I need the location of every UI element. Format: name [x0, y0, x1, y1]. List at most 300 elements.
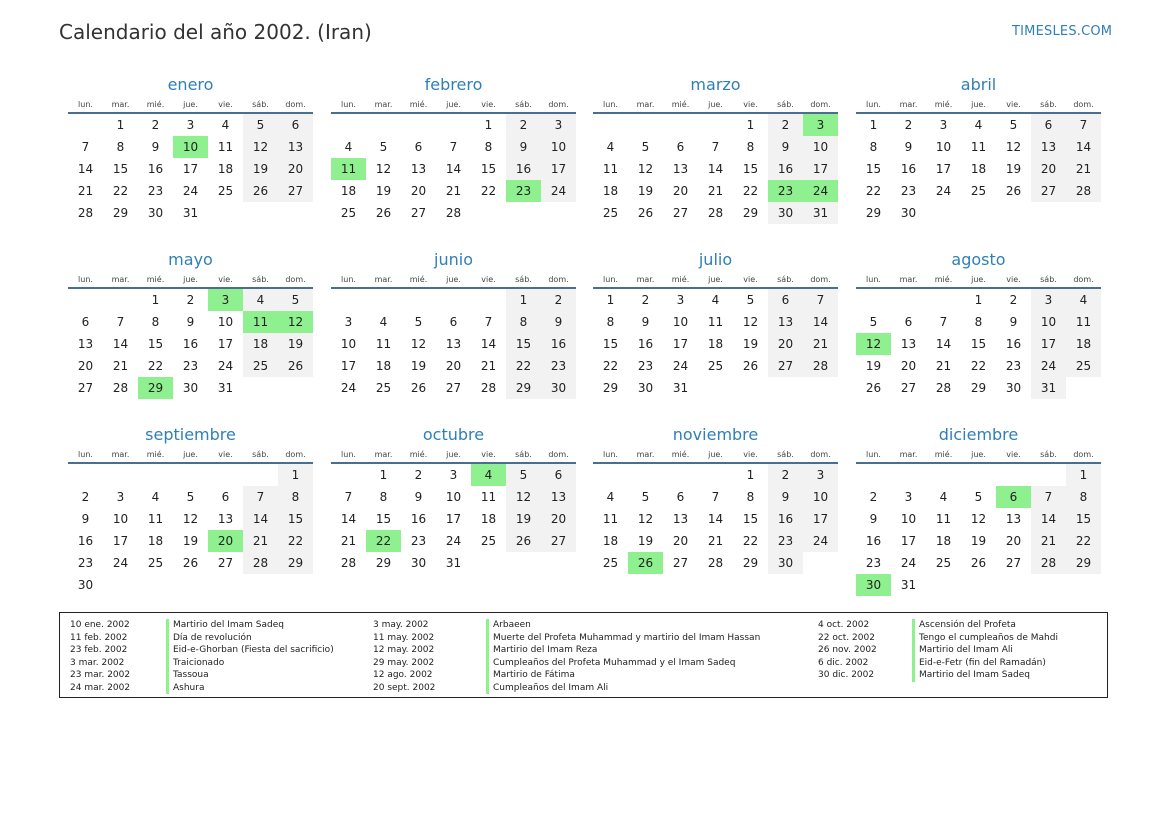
day-cell[interactable]: 14 [707, 512, 724, 526]
day-cell[interactable]: 3 [186, 118, 195, 132]
day-cell[interactable]: 15 [865, 162, 882, 176]
day-cell[interactable]: 20 [410, 184, 427, 198]
holiday-day-cell[interactable]: 6 [996, 486, 1031, 508]
day-cell[interactable]: 2 [641, 293, 650, 307]
day-cell[interactable]: 6 [904, 315, 913, 329]
day-cell[interactable]: 23 [1005, 359, 1022, 373]
day-cell[interactable]: 11 [480, 490, 497, 504]
day-cell[interactable]: 3 [676, 293, 685, 307]
day-cell[interactable]: 4 [344, 140, 353, 154]
day-cell[interactable]: 8 [506, 311, 541, 333]
day-cell[interactable]: 14 [340, 512, 357, 526]
day-cell[interactable]: 20 [278, 158, 313, 180]
holiday-day-cell[interactable]: 4 [471, 464, 506, 486]
day-cell[interactable]: 24 [900, 556, 917, 570]
day-cell[interactable]: 26 [410, 381, 427, 395]
day-cell[interactable]: 19 [506, 508, 541, 530]
holiday-day-cell[interactable]: 12 [278, 311, 313, 333]
day-cell[interactable]: 18 [602, 184, 619, 198]
day-cell[interactable]: 21 [112, 359, 129, 373]
day-cell[interactable]: 17 [672, 337, 689, 351]
day-cell[interactable]: 10 [935, 140, 952, 154]
holiday-day-cell[interactable]: 22 [366, 530, 401, 552]
day-cell[interactable]: 27 [541, 530, 576, 552]
holiday-day-cell[interactable]: 20 [208, 530, 243, 552]
day-cell[interactable]: 28 [112, 381, 129, 395]
day-cell[interactable]: 24 [1031, 355, 1066, 377]
day-cell[interactable]: 6 [768, 289, 803, 311]
day-cell[interactable]: 1 [869, 118, 878, 132]
day-cell[interactable]: 18 [935, 534, 952, 548]
day-cell[interactable]: 16 [410, 512, 427, 526]
day-cell[interactable]: 6 [676, 140, 685, 154]
day-cell[interactable]: 15 [742, 512, 759, 526]
day-cell[interactable]: 4 [379, 315, 388, 329]
day-cell[interactable]: 27 [768, 355, 803, 377]
day-cell[interactable]: 5 [869, 315, 878, 329]
day-cell[interactable]: 18 [707, 337, 724, 351]
day-cell[interactable]: 23 [768, 530, 803, 552]
day-cell[interactable]: 30 [410, 556, 427, 570]
day-cell[interactable]: 22 [147, 359, 164, 373]
day-cell[interactable]: 25 [147, 556, 164, 570]
day-cell[interactable]: 31 [445, 556, 462, 570]
day-cell[interactable]: 16 [637, 337, 654, 351]
day-cell[interactable]: 25 [602, 556, 619, 570]
day-cell[interactable]: 22 [602, 359, 619, 373]
day-cell[interactable]: 9 [541, 311, 576, 333]
day-cell[interactable]: 14 [707, 162, 724, 176]
day-cell[interactable]: 16 [182, 337, 199, 351]
day-cell[interactable]: 25 [243, 355, 278, 377]
day-cell[interactable]: 15 [1066, 508, 1101, 530]
day-cell[interactable]: 8 [974, 315, 983, 329]
day-cell[interactable]: 6 [449, 315, 458, 329]
day-cell[interactable]: 1 [278, 464, 313, 486]
day-cell[interactable]: 18 [602, 534, 619, 548]
day-cell[interactable]: 10 [803, 486, 838, 508]
day-cell[interactable]: 6 [221, 490, 230, 504]
day-cell[interactable]: 7 [1031, 486, 1066, 508]
day-cell[interactable]: 23 [637, 359, 654, 373]
day-cell[interactable]: 9 [186, 315, 195, 329]
day-cell[interactable]: 15 [375, 512, 392, 526]
day-cell[interactable]: 30 [541, 377, 576, 399]
day-cell[interactable]: 22 [742, 534, 759, 548]
day-cell[interactable]: 16 [865, 534, 882, 548]
day-cell[interactable]: 19 [637, 184, 654, 198]
day-cell[interactable]: 9 [641, 315, 650, 329]
day-cell[interactable]: 2 [541, 289, 576, 311]
day-cell[interactable]: 21 [803, 333, 838, 355]
day-cell[interactable]: 11 [602, 162, 619, 176]
day-cell[interactable]: 21 [935, 359, 952, 373]
day-cell[interactable]: 3 [939, 118, 948, 132]
day-cell[interactable]: 10 [1031, 311, 1066, 333]
day-cell[interactable]: 9 [414, 490, 423, 504]
day-cell[interactable]: 16 [506, 158, 541, 180]
day-cell[interactable]: 7 [939, 315, 948, 329]
day-cell[interactable]: 26 [243, 180, 278, 202]
day-cell[interactable]: 27 [410, 206, 427, 220]
day-cell[interactable]: 12 [243, 136, 278, 158]
day-cell[interactable]: 28 [243, 552, 278, 574]
day-cell[interactable]: 8 [484, 140, 493, 154]
day-cell[interactable]: 6 [81, 315, 90, 329]
day-cell[interactable]: 3 [116, 490, 125, 504]
day-cell[interactable]: 1 [484, 118, 493, 132]
day-cell[interactable]: 26 [637, 206, 654, 220]
day-cell[interactable]: 17 [340, 359, 357, 373]
day-cell[interactable]: 17 [803, 508, 838, 530]
day-cell[interactable]: 8 [151, 315, 160, 329]
day-cell[interactable]: 1 [1066, 464, 1101, 486]
day-cell[interactable]: 30 [768, 202, 803, 224]
day-cell[interactable]: 8 [116, 140, 125, 154]
day-cell[interactable]: 17 [541, 158, 576, 180]
day-cell[interactable]: 7 [803, 289, 838, 311]
day-cell[interactable]: 20 [1031, 158, 1066, 180]
day-cell[interactable]: 13 [768, 311, 803, 333]
day-cell[interactable]: 10 [112, 512, 129, 526]
day-cell[interactable]: 19 [970, 534, 987, 548]
day-cell[interactable]: 23 [865, 556, 882, 570]
day-cell[interactable]: 24 [935, 184, 952, 198]
day-cell[interactable]: 30 [1005, 381, 1022, 395]
day-cell[interactable]: 16 [900, 162, 917, 176]
day-cell[interactable]: 25 [340, 206, 357, 220]
day-cell[interactable]: 9 [151, 140, 160, 154]
day-cell[interactable]: 15 [506, 333, 541, 355]
day-cell[interactable]: 12 [506, 486, 541, 508]
day-cell[interactable]: 27 [1031, 180, 1066, 202]
day-cell[interactable]: 25 [935, 556, 952, 570]
day-cell[interactable]: 28 [935, 381, 952, 395]
day-cell[interactable]: 7 [81, 140, 90, 154]
day-cell[interactable]: 20 [1005, 534, 1022, 548]
day-cell[interactable]: 29 [1066, 552, 1101, 574]
day-cell[interactable]: 2 [151, 118, 160, 132]
day-cell[interactable]: 30 [900, 206, 917, 220]
day-cell[interactable]: 29 [506, 377, 541, 399]
day-cell[interactable]: 9 [869, 512, 878, 526]
day-cell[interactable]: 26 [742, 359, 759, 373]
day-cell[interactable]: 25 [480, 534, 497, 548]
day-cell[interactable]: 21 [707, 534, 724, 548]
day-cell[interactable]: 14 [1066, 136, 1101, 158]
day-cell[interactable]: 31 [1031, 377, 1066, 399]
day-cell[interactable]: 20 [77, 359, 94, 373]
day-cell[interactable]: 11 [602, 512, 619, 526]
day-cell[interactable]: 11 [970, 140, 987, 154]
holiday-day-cell[interactable]: 10 [173, 136, 208, 158]
day-cell[interactable]: 9 [506, 136, 541, 158]
day-cell[interactable]: 12 [742, 315, 759, 329]
day-cell[interactable]: 7 [711, 490, 720, 504]
holiday-day-cell[interactable]: 26 [628, 552, 663, 574]
day-cell[interactable]: 29 [602, 381, 619, 395]
brand-link[interactable]: TIMESLES.COM [1012, 24, 1113, 39]
day-cell[interactable]: 31 [803, 202, 838, 224]
day-cell[interactable]: 2 [869, 490, 878, 504]
day-cell[interactable]: 20 [445, 359, 462, 373]
day-cell[interactable]: 18 [480, 512, 497, 526]
day-cell[interactable]: 8 [869, 140, 878, 154]
day-cell[interactable]: 15 [602, 337, 619, 351]
day-cell[interactable]: 15 [970, 337, 987, 351]
day-cell[interactable]: 19 [742, 337, 759, 351]
day-cell[interactable]: 29 [865, 206, 882, 220]
day-cell[interactable]: 6 [1031, 114, 1066, 136]
day-cell[interactable]: 11 [935, 512, 952, 526]
day-cell[interactable]: 15 [742, 162, 759, 176]
day-cell[interactable]: 28 [707, 556, 724, 570]
day-cell[interactable]: 31 [672, 381, 689, 395]
day-cell[interactable]: 22 [112, 184, 129, 198]
day-cell[interactable]: 18 [1066, 333, 1101, 355]
day-cell[interactable]: 6 [541, 464, 576, 486]
day-cell[interactable]: 16 [768, 508, 803, 530]
day-cell[interactable]: 11 [1066, 311, 1101, 333]
day-cell[interactable]: 6 [676, 490, 685, 504]
day-cell[interactable]: 7 [449, 140, 458, 154]
holiday-day-cell[interactable]: 23 [768, 180, 803, 202]
day-cell[interactable]: 17 [217, 337, 234, 351]
day-cell[interactable]: 21 [445, 184, 462, 198]
day-cell[interactable]: 27 [445, 381, 462, 395]
day-cell[interactable]: 18 [340, 184, 357, 198]
holiday-day-cell[interactable]: 11 [331, 158, 366, 180]
day-cell[interactable]: 5 [1009, 118, 1018, 132]
day-cell[interactable]: 25 [1066, 355, 1101, 377]
day-cell[interactable]: 20 [768, 333, 803, 355]
day-cell[interactable]: 21 [1031, 530, 1066, 552]
day-cell[interactable]: 5 [641, 140, 650, 154]
day-cell[interactable]: 10 [541, 136, 576, 158]
day-cell[interactable]: 7 [484, 315, 493, 329]
day-cell[interactable]: 14 [935, 337, 952, 351]
day-cell[interactable]: 21 [77, 184, 94, 198]
day-cell[interactable]: 25 [970, 184, 987, 198]
day-cell[interactable]: 26 [865, 381, 882, 395]
day-cell[interactable]: 24 [445, 534, 462, 548]
day-cell[interactable]: 31 [217, 381, 234, 395]
day-cell[interactable]: 19 [637, 534, 654, 548]
day-cell[interactable]: 27 [672, 206, 689, 220]
day-cell[interactable]: 28 [707, 206, 724, 220]
day-cell[interactable]: 19 [410, 359, 427, 373]
day-cell[interactable]: 4 [221, 118, 230, 132]
day-cell[interactable]: 5 [243, 114, 278, 136]
day-cell[interactable]: 22 [480, 184, 497, 198]
day-cell[interactable]: 2 [506, 114, 541, 136]
day-cell[interactable]: 14 [243, 508, 278, 530]
day-cell[interactable]: 17 [803, 158, 838, 180]
day-cell[interactable]: 28 [340, 556, 357, 570]
day-cell[interactable]: 22 [970, 359, 987, 373]
day-cell[interactable]: 3 [904, 490, 913, 504]
day-cell[interactable]: 4 [1066, 289, 1101, 311]
day-cell[interactable]: 17 [1031, 333, 1066, 355]
holiday-day-cell[interactable]: 30 [856, 574, 891, 596]
day-cell[interactable]: 27 [1005, 556, 1022, 570]
day-cell[interactable]: 20 [672, 534, 689, 548]
day-cell[interactable]: 13 [217, 512, 234, 526]
day-cell[interactable]: 19 [243, 158, 278, 180]
day-cell[interactable]: 2 [81, 490, 90, 504]
day-cell[interactable]: 3 [541, 114, 576, 136]
day-cell[interactable]: 12 [182, 512, 199, 526]
day-cell[interactable]: 11 [147, 512, 164, 526]
day-cell[interactable]: 14 [1031, 508, 1066, 530]
day-cell[interactable]: 17 [112, 534, 129, 548]
day-cell[interactable]: 1 [746, 118, 755, 132]
day-cell[interactable]: 17 [445, 512, 462, 526]
day-cell[interactable]: 15 [278, 508, 313, 530]
day-cell[interactable]: 29 [742, 206, 759, 220]
day-cell[interactable]: 11 [217, 140, 234, 154]
day-cell[interactable]: 18 [217, 162, 234, 176]
day-cell[interactable]: 17 [182, 162, 199, 176]
day-cell[interactable]: 5 [746, 293, 755, 307]
day-cell[interactable]: 7 [344, 490, 353, 504]
day-cell[interactable]: 29 [375, 556, 392, 570]
day-cell[interactable]: 6 [278, 114, 313, 136]
day-cell[interactable]: 26 [1005, 184, 1022, 198]
day-cell[interactable]: 1 [151, 293, 160, 307]
holiday-day-cell[interactable]: 12 [856, 333, 891, 355]
day-cell[interactable]: 26 [278, 355, 313, 377]
day-cell[interactable]: 24 [541, 180, 576, 202]
day-cell[interactable]: 24 [803, 530, 838, 552]
day-cell[interactable]: 16 [1005, 337, 1022, 351]
day-cell[interactable]: 14 [445, 162, 462, 176]
day-cell[interactable]: 20 [672, 184, 689, 198]
day-cell[interactable]: 4 [606, 490, 615, 504]
day-cell[interactable]: 23 [77, 556, 94, 570]
day-cell[interactable]: 12 [410, 337, 427, 351]
day-cell[interactable]: 12 [970, 512, 987, 526]
day-cell[interactable]: 21 [243, 530, 278, 552]
day-cell[interactable]: 5 [974, 490, 983, 504]
day-cell[interactable]: 7 [711, 140, 720, 154]
day-cell[interactable]: 22 [278, 530, 313, 552]
day-cell[interactable]: 30 [768, 552, 803, 574]
day-cell[interactable]: 19 [182, 534, 199, 548]
day-cell[interactable]: 24 [217, 359, 234, 373]
day-cell[interactable]: 20 [541, 508, 576, 530]
day-cell[interactable]: 21 [1066, 158, 1101, 180]
holiday-day-cell[interactable]: 29 [138, 377, 173, 399]
holiday-day-cell[interactable]: 23 [506, 180, 541, 202]
day-cell[interactable]: 13 [278, 136, 313, 158]
day-cell[interactable]: 28 [480, 381, 497, 395]
day-cell[interactable]: 16 [768, 158, 803, 180]
day-cell[interactable]: 25 [217, 184, 234, 198]
day-cell[interactable]: 2 [414, 468, 423, 482]
day-cell[interactable]: 29 [278, 552, 313, 574]
day-cell[interactable]: 8 [746, 490, 755, 504]
day-cell[interactable]: 23 [147, 184, 164, 198]
day-cell[interactable]: 29 [112, 206, 129, 220]
day-cell[interactable]: 10 [672, 315, 689, 329]
day-cell[interactable]: 27 [278, 180, 313, 202]
day-cell[interactable]: 5 [278, 289, 313, 311]
day-cell[interactable]: 10 [217, 315, 234, 329]
day-cell[interactable]: 18 [970, 162, 987, 176]
day-cell[interactable]: 8 [379, 490, 388, 504]
day-cell[interactable]: 25 [707, 359, 724, 373]
day-cell[interactable]: 21 [480, 359, 497, 373]
day-cell[interactable]: 8 [1066, 486, 1101, 508]
day-cell[interactable]: 27 [672, 556, 689, 570]
day-cell[interactable]: 22 [506, 355, 541, 377]
day-cell[interactable]: 21 [707, 184, 724, 198]
day-cell[interactable]: 12 [637, 512, 654, 526]
day-cell[interactable]: 18 [243, 333, 278, 355]
day-cell[interactable]: 29 [970, 381, 987, 395]
day-cell[interactable]: 4 [151, 490, 160, 504]
day-cell[interactable]: 28 [803, 355, 838, 377]
day-cell[interactable]: 21 [340, 534, 357, 548]
day-cell[interactable]: 17 [900, 534, 917, 548]
day-cell[interactable]: 25 [602, 206, 619, 220]
day-cell[interactable]: 13 [410, 162, 427, 176]
day-cell[interactable]: 3 [803, 464, 838, 486]
day-cell[interactable]: 4 [939, 490, 948, 504]
day-cell[interactable]: 16 [147, 162, 164, 176]
day-cell[interactable]: 13 [77, 337, 94, 351]
day-cell[interactable]: 2 [768, 114, 803, 136]
day-cell[interactable]: 9 [768, 486, 803, 508]
day-cell[interactable]: 13 [541, 486, 576, 508]
day-cell[interactable]: 23 [541, 355, 576, 377]
day-cell[interactable]: 15 [480, 162, 497, 176]
day-cell[interactable]: 19 [1005, 162, 1022, 176]
day-cell[interactable]: 8 [606, 315, 615, 329]
day-cell[interactable]: 31 [900, 578, 917, 592]
day-cell[interactable]: 13 [1005, 512, 1022, 526]
day-cell[interactable]: 23 [900, 184, 917, 198]
day-cell[interactable]: 5 [379, 140, 388, 154]
day-cell[interactable]: 18 [147, 534, 164, 548]
day-cell[interactable]: 5 [414, 315, 423, 329]
day-cell[interactable]: 6 [414, 140, 423, 154]
day-cell[interactable]: 9 [904, 140, 913, 154]
day-cell[interactable]: 24 [182, 184, 199, 198]
day-cell[interactable]: 3 [449, 468, 458, 482]
day-cell[interactable]: 1 [746, 468, 755, 482]
day-cell[interactable]: 30 [147, 206, 164, 220]
day-cell[interactable]: 3 [1031, 289, 1066, 311]
day-cell[interactable]: 9 [81, 512, 90, 526]
day-cell[interactable]: 7 [116, 315, 125, 329]
day-cell[interactable]: 1 [506, 289, 541, 311]
day-cell[interactable]: 14 [480, 337, 497, 351]
day-cell[interactable]: 27 [77, 381, 94, 395]
day-cell[interactable]: 10 [340, 337, 357, 351]
day-cell[interactable]: 26 [506, 530, 541, 552]
day-cell[interactable]: 22 [1066, 530, 1101, 552]
day-cell[interactable]: 1 [116, 118, 125, 132]
holiday-day-cell[interactable]: 11 [243, 311, 278, 333]
holiday-day-cell[interactable]: 3 [208, 289, 243, 311]
day-cell[interactable]: 2 [768, 464, 803, 486]
holiday-day-cell[interactable]: 24 [803, 180, 838, 202]
day-cell[interactable]: 19 [278, 333, 313, 355]
day-cell[interactable]: 10 [900, 512, 917, 526]
day-cell[interactable]: 24 [340, 381, 357, 395]
